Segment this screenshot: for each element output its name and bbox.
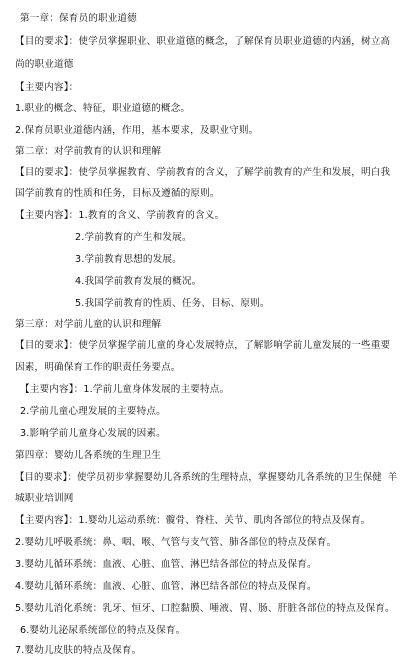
objective-text: 使学员掌握学前儿童的身心发展特点，了解影响学前儿童发展的一些重要 [78, 340, 391, 351]
objective-text: 使学员掌握教育、学前教育的含义，了解学前教育的产生和发展，明白我 [78, 167, 391, 178]
list-item: 6.婴幼儿泌尿系统部位的特点及保育。 [20, 625, 186, 636]
objective-text-cont: 尚的职业道德 [15, 59, 74, 70]
list-item: 3.影响学前儿童身心发展的因素。 [20, 428, 166, 439]
objective-text: 使学员掌握职业、职业道德的概念，了解保育员职业道德的内涵，树立高 [78, 36, 391, 47]
objective-line [15, 36, 390, 48]
objective-label: 【目的要求】： [15, 472, 77, 483]
objective-line [15, 167, 390, 179]
list-item: 2.学前教育的产生和发展。 [75, 232, 192, 243]
content-label: 【主要内容】： [15, 210, 79, 221]
objective-text-cont: 因素，明确保育工作的职责任务要点。 [15, 362, 181, 373]
list-item: 1.婴幼儿运动系统：髋骨、脊柱、关节、肌肉各部位的特点及保育。 [78, 515, 371, 526]
list-item: 5.我国学前教育的性质、任务、目标、原则。 [75, 298, 270, 309]
objective-label: 【目的要求】： [15, 167, 79, 178]
objective-label: 【目的要求】： [15, 340, 79, 351]
content-line [15, 210, 224, 222]
list-item: 3.学前教育思想的发展。 [75, 254, 182, 265]
chapter-title: 第四章：婴幼儿各系统的生理卫生 [15, 450, 162, 461]
list-item: 1.教育的含义、学前教育的含义。 [78, 210, 225, 221]
content-line [20, 384, 229, 396]
chapter-title: 第二章：对学前教育的认识和理解 [15, 146, 162, 157]
objective-text-cont: 国学前教育的性质和任务，目标及遵循的原则。 [15, 188, 220, 199]
objective-text: 使学员初步掌握婴幼儿各系统的生理特点，掌握婴幼儿各系统的卫生保健 [76, 472, 382, 483]
list-item: 7.婴幼儿皮肤的特点及保育。 [15, 645, 142, 656]
list-item: 3.婴幼儿循环系统：血液、心脏、血管、淋巴结各部位的特点及保育。 [15, 559, 317, 570]
objective-text-cont: 城职业培训网 [15, 493, 74, 504]
objective-line [15, 472, 397, 484]
list-item: 4.我国学前教育发展的概况。 [75, 276, 202, 287]
list-item: 1.职业的概念、特征，职业道德的概念。 [15, 103, 191, 114]
list-item: 2.学前儿童心理发展的主要特点。 [20, 406, 166, 417]
content-label: 【主要内容】： [15, 82, 79, 93]
list-item: 5.婴幼儿消化系统：乳牙、恒牙、口腔黏膜、唾液、胃、肠、肝脏各部位的特点及保育。 [15, 603, 395, 614]
objective-text-extra: 羊 [387, 472, 398, 483]
content-label: 【主要内容】： [15, 515, 79, 526]
content-label: 【主要内容】： [20, 384, 84, 395]
content-line [15, 515, 370, 527]
chapter-title: 第一章：保育员的职业道德 [20, 13, 137, 24]
list-item: 2.婴幼儿呼吸系统：鼻、咽、喉、气管与支气管、肺各部位的特点及保育。 [15, 537, 337, 548]
chapter-title: 第三章：对学前儿童的认识和理解 [15, 319, 162, 330]
objective-line [15, 340, 390, 352]
list-item: 4.婴幼儿循环系统：血液、心脏、血管、淋巴结各部位的特点及保育。 [15, 581, 317, 592]
objective-label: 【目的要求】： [15, 36, 79, 47]
list-item: 1.学前儿童身体发展的主要特点。 [83, 384, 230, 395]
list-item: 2.保育员职业道德内涵，作用，基本要求，及职业守则。 [15, 125, 259, 136]
